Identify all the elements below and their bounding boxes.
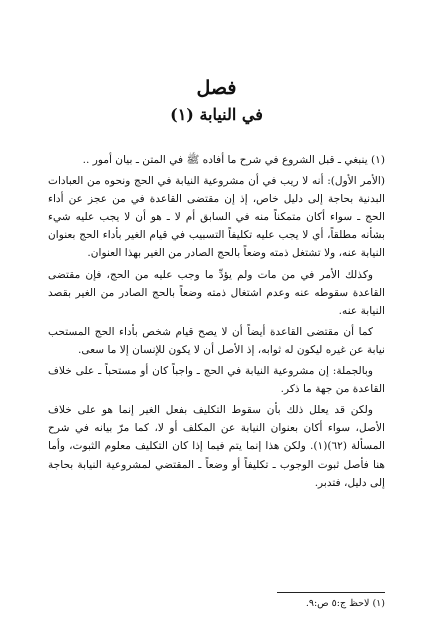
chapter-heading: فصل (196, 77, 237, 99)
body-text (48, 151, 385, 495)
paragraph-deceased: وكذلك الأمر في من مات ولم يؤدِّ ما وجب عليه من الحج، فإن مقتضى القاعدة سقوطه عنه وعدم اشتغال ذمته وضعاً بالحج الصادر من الغير بقصد النيابة عنه. (48, 268, 385, 317)
footnote-divider (277, 592, 385, 593)
section-subheading: في النيابة (١) (170, 105, 263, 124)
paragraph-first-matter: (الأمر الأول): أنه لا ريب في أن مشروعية النيابة في الحج ونحوه من العبادات البدنية بحاجة إلى دليل خاص، إذ إن مقتضى القاعدة في من عجز عن أداء الحج ـ سواء أكان متمكناً منه في السابق أم لا ـ هو أن لا يجب عليه شيء بشأنه مطلقاً، أي لا يجب عليه تكليفاً التسبيب في قيام الغير بأداء الحج بعنوان النيابة عنه، ولا تشتغل ذمته وضعاً بالحج الصادر من الغير بهذا العنوان. (48, 175, 385, 260)
paragraph-recommended-hajj: كما أن مقتضى القاعدة أيضاً أن لا يصح قيام شخص بأداء الحج المستحب نيابة عن غيره ليكون له ثوابه، إذ الأصل أن لا يكون للإنسان إلا ما سعى. (48, 325, 385, 356)
footnote: (١) لاحظ ج:٥ ص:٩. (305, 598, 385, 609)
paragraph-summary: وبالجملة: إن مشروعية النيابة في الحج ـ واجباً كان أو مستحباً ـ على خلاف القاعدة من جهة ما ذكر. (48, 365, 385, 396)
paragraph-intro: (١) ينبغي ـ قبل الشروع في شرح ما أفاده ﷺ في المتن ـ بيان أمور .. (82, 154, 385, 166)
paragraph-explanation: ولكن قد يعلل ذلك بأن سقوط التكليف بفعل الغير إنما هو على خلاف الأصل، سواء أكان بعنوان النيابة عن المكلف أو لا، كما مرّ بيانه في شرح المسألة (٦٢)(١). ولكن هذا إنما يتم فيما إذا كان التكليف معلوم الثبوت، وأما هنا فأصل ثبوت الوجوب ـ تكليفاً أو وضعاً ـ المقتضي لمشروعية النيابة بحاجة إلى دليل، فتدبر. (48, 404, 385, 489)
